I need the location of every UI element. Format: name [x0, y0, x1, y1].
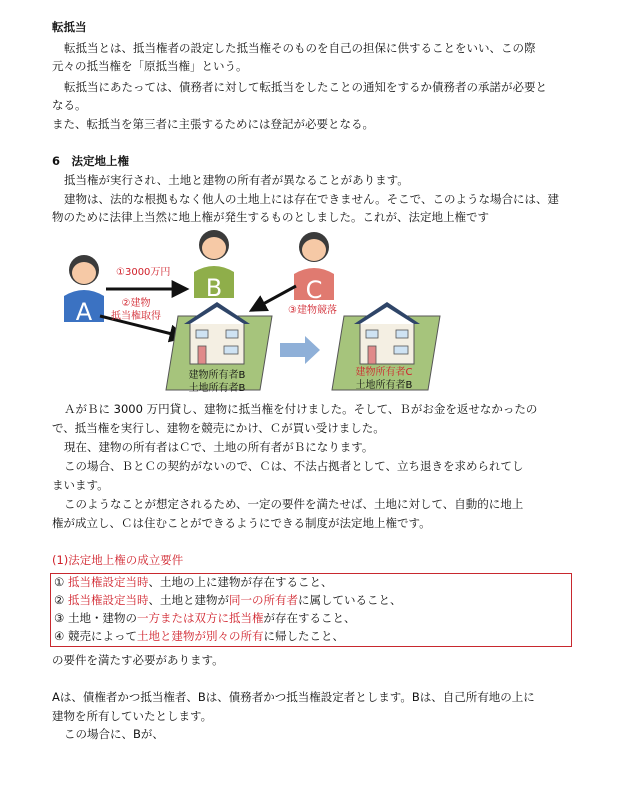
person-b-icon [194, 230, 234, 302]
paragraph: まいます。 [52, 478, 109, 492]
requirement-3-text: 土地・建物の [67, 611, 137, 625]
person-c-label: C [305, 276, 323, 304]
left-building-owner: 建物所有者B [188, 370, 246, 381]
paragraph: この場合に、Bが、 [64, 727, 164, 741]
requirement-3-emphasis: 一方または双方に抵当権 [136, 611, 264, 625]
requirement-1-text: 、土地の上に建物が存在すること、 [148, 575, 333, 589]
requirement-4-text-2: に帰したこと、 [263, 629, 344, 643]
paragraph: なる。 [52, 98, 87, 112]
requirements-heading: (1)法定地上権の成立要件 [52, 553, 184, 567]
paragraph: 抵当権が実行され、土地と建物の所有者が異なることがあります。 [64, 173, 409, 187]
house-left-icon [184, 302, 250, 364]
arrow1-label: ①3000万円 [116, 267, 171, 278]
paragraph: で、抵当権を実行し、建物を競売にかけ、Ｃが買い受けました。 [52, 421, 385, 435]
requirement-1-emphasis: 抵当権設定当時 [67, 575, 149, 589]
paragraph: また、転抵当を第三者に主張するためには登記が必要となる。 [52, 117, 374, 131]
requirement-3 [54, 611, 355, 626]
paragraph: 転抵当にあたっては、債務者に対して転抵当をしたことの通知をするか債務者の承諾が必要と [64, 80, 547, 94]
requirement-2-emphasis-2: 同一の所有者 [228, 593, 298, 607]
paragraph: 転抵当とは、抵当権者の設定した抵当権そのものを自己の担保に供することをいい、この際 [64, 41, 536, 55]
paragraph: 物のために法律上当然に地上権が発生するものとしました。これが、法定地上権です [52, 210, 489, 224]
arrow2-label-line1: ②建物 [121, 298, 151, 309]
paragraph: 元々の抵当権を「原抵当権」という。 [52, 59, 248, 73]
right-building-owner: 建物所有者C [355, 367, 413, 378]
paragraph: 現在、建物の所有者はＣで、土地の所有者がＢになります。 [64, 440, 374, 454]
requirement-1-number: ① [54, 575, 65, 589]
arrow3-label: ③建物競落 [288, 305, 337, 316]
requirement-3-text-2: が存在すること、 [263, 611, 356, 625]
requirement-4-text: 競売によって [67, 629, 137, 643]
person-c-icon [294, 232, 334, 304]
house-right-icon [354, 302, 420, 364]
requirement-4-number: ④ [54, 629, 65, 643]
requirement-3-number: ③ [54, 611, 65, 625]
requirement-2-emphasis: 抵当権設定当時 [67, 593, 149, 607]
requirement-2-number: ② [54, 593, 65, 607]
section-title-houtei-chijouken: 6 法定地上権 [52, 154, 130, 168]
paragraph: 建物は、法的な根拠もなく他人の土地上には存在できません。そこで、このような場合には、建 [64, 192, 559, 206]
section-title-tenteitou: 転抵当 [52, 20, 87, 34]
requirements-tail: の要件を満たす必要があります。 [52, 653, 224, 667]
requirement-2 [54, 593, 401, 608]
person-a-icon [64, 255, 104, 326]
paragraph: このようなことが想定されるため、一定の要件を満たせば、土地に対して、自動的に地上 [64, 497, 524, 511]
person-b-label: B [205, 274, 223, 302]
paragraph: ＡがＢに 3000 万円貸し、建物に抵当権を付けました。そして、Ｂがお金を返せなかったの [64, 402, 538, 416]
requirement-1 [54, 575, 332, 590]
requirement-4 [54, 629, 344, 644]
paragraph: この場合、ＢとＣの契約がないので、Ｃは、不法占拠者として、立ち退きを求められてし [64, 459, 524, 473]
left-land-owner: 土地所有者B [188, 383, 246, 394]
requirement-4-emphasis: 土地と建物が別々の所有 [136, 629, 264, 643]
transition-arrow-icon [280, 336, 320, 364]
right-land-owner: 土地所有者B [355, 380, 413, 391]
arrow2-label-line2: 抵当権取得 [111, 311, 161, 322]
paragraph: 権が成立し、Ｃは住むことができるようにできる制度が法定地上権です。 [52, 516, 431, 530]
paragraph: Aは、債権者かつ抵当権者、Bは、債務者かつ抵当権設定者とします。Bは、自己所有地の上に [52, 690, 535, 704]
person-a-label: A [75, 298, 93, 326]
requirement-2-text: 、土地と建物が [148, 593, 229, 607]
paragraph: 建物を所有していたとします。 [52, 709, 213, 723]
requirement-2-text-2: に属していること、 [297, 593, 402, 607]
